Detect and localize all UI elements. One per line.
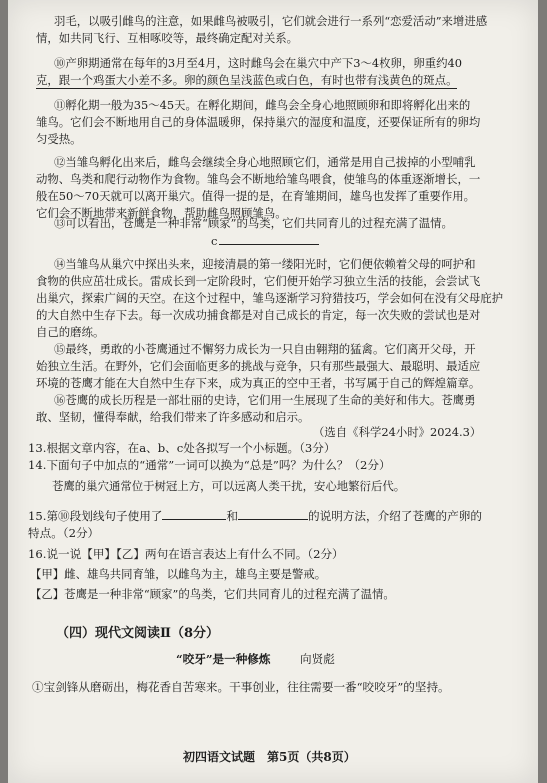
passage-line: 敢、坚韧，懂得奉献，给我们带来了许多感动和启示。	[36, 410, 310, 424]
answer-blank-1[interactable]	[162, 519, 226, 520]
passage-line: 般在50～70天就可以离开巢穴。值得一提的是，在育雏期间，雄鸟也发挥了重要作用。	[36, 189, 476, 203]
sentence-yi: 【乙】苍鹰是一种非常“顾家”的鸟类，它们共同育儿的过程充满了温情。	[30, 587, 395, 601]
passage-line: ⑬可以看出，苍鹰是一种非常“顾家”的鸟类，它们共同育儿的过程充满了温情。	[54, 216, 453, 230]
passage-line: ⑭当雏鸟从巢穴中探出头来，迎接清晨的第一缕阳光时，它们便依赖着父母的呵护和	[54, 257, 476, 271]
page-footer: 初四语文试题 第5页（共8页）	[183, 750, 356, 764]
question-16: 16.说一说【甲】【乙】两句在语言表达上有什么不同。（2分）	[28, 547, 344, 561]
sentence-jia: 【甲】雌、雄鸟共同育雏，以雌鸟为主，雄鸟主要是警戒。	[30, 567, 327, 581]
passage-line: 自己的磨练。	[36, 325, 105, 339]
article-author: 向贤彪	[300, 652, 335, 666]
question-13: 13.根据文章内容，在a、b、c处各拟写一个小标题。（3分）	[28, 441, 336, 455]
passage-line: ⑪孵化期一般为35～45天。在孵化期间，雌鸟会全身心地照顾卵和即将孵化出来的	[54, 98, 471, 112]
passage-line: 羽毛，以吸引雌鸟的注意，如果雌鸟被吸引，它们就会进行一系列“恋爱活动”来增进感	[54, 14, 488, 28]
passage-line-text: ⑩产卵期通常在每年的3月至4月，这时雌鸟会在巢穴中产下3～4枚卵，卵重约40	[54, 56, 462, 70]
passage-line: 出巢穴，探索广阔的天空。在这个过程中，雏鸟逐渐学习狩猎技巧，学会如何在没有父母庇护	[36, 291, 504, 305]
question-15: 15.第⑩段划线句子使用了 和 的说明方法，介绍了苍鹰的产卵的	[28, 509, 482, 523]
article-first-paragraph: ①宝剑锋从磨砺出，梅花香自苦寒来。干事创业，往往需要一番“咬咬牙”的坚持。	[32, 680, 450, 694]
passage-line: 匀受热。	[36, 132, 82, 146]
passage-line: 动物、鸟类和爬行动物作为食物。雏鸟会不断地给雏鸟喂食，使雏鸟的体重逐渐增长，一	[36, 172, 481, 186]
source-citation: （选自《科学24小时》2024.3）	[313, 425, 482, 439]
subtitle-slot-c: c	[211, 234, 319, 249]
passage-line: 食物的供应茁壮成长。雷成长到一定阶段时，它们便开始学习独立生活的技能，会尝试飞	[36, 274, 481, 288]
passage-line: 环境的苍鹰才能在大自然中生存下来，成为真正的空中王者，书写属于自己的辉煌篇章。	[36, 376, 481, 390]
passage-line: ⑫当雏鸟孵化出来后，雌鸟会继续全身心地照顾它们，通常是用自己拔掉的小型哺乳	[54, 155, 476, 169]
question-15-cont: 特点。（2分）	[28, 526, 100, 540]
passage-line: 雏鸟。它们会不断地用自己的身体温暖卵，保持巢穴的湿度和温度，还要保证所有的卵均	[36, 115, 481, 129]
passage-line: 它们会不断地带来新鲜食物，帮助雌鸟照顾雏鸟。	[36, 206, 287, 220]
exam-page	[8, 0, 538, 783]
section-heading: （四）现代文阅读Ⅱ（8分）	[56, 626, 220, 641]
article-title: “咬牙”是一种修炼	[176, 652, 271, 666]
answer-blank-2[interactable]	[238, 519, 308, 520]
passage-line: ⑮最终，勇敢的小苍鹰通过不懈努力成长为一只自由翱翔的猛禽。它们离开父母，开	[54, 342, 476, 356]
underlined-sentence: 克，跟一个鸡蛋大小差不多。卵的颜色呈浅蓝色或白色，有时也带有浅黄色的斑点。	[36, 73, 458, 87]
passage-line: 情，如共同飞行、互相啄咬等，最终确定配对关系。	[36, 31, 298, 45]
passage-line: 始独立生活。在野外，它们会面临更多的挑战与竞争，只有那些最强大、最聪明、最适应	[36, 359, 481, 373]
question-14: 14.下面句子中加点的“通常”一词可以换为“总是”吗？为什么？（2分）	[28, 458, 391, 472]
subtitle-blank-c[interactable]	[219, 244, 319, 245]
question-14-quote: 苍鹰的巢穴通常位于树冠上方，可以远离人类干扰，安心地繁衍后代。	[52, 479, 406, 493]
passage-line: ⑯苍鹰的成长历程是一部壮丽的史诗，它们用一生展现了生命的美好和伟大。苍鹰勇	[54, 393, 476, 407]
passage-line: 的大自然中生存下去。每一次成功捕食都是对自己成长的肯定，每一次失败的尝试也是对	[36, 308, 481, 322]
passage-line	[54, 56, 462, 71]
